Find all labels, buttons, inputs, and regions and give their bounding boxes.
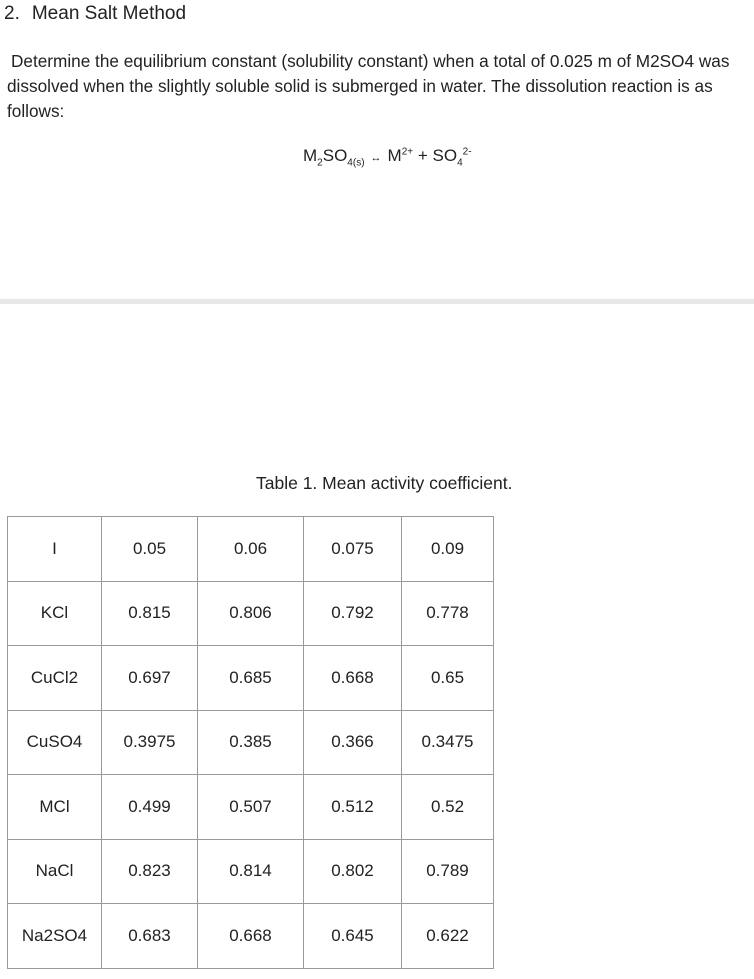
table-cell: 0.814	[198, 839, 304, 904]
table-cell: 0.366	[304, 710, 402, 775]
eq-product1-charge: 2+	[401, 146, 414, 158]
eq-reactant-sub2: 4(s)	[347, 157, 365, 169]
table-header-cell: 0.06	[198, 517, 304, 582]
table-cell: 0.645	[304, 904, 402, 969]
table-row	[8, 839, 494, 904]
equilibrium-arrow-icon: ↔	[370, 152, 382, 164]
table-cell: CuCl2	[8, 646, 102, 711]
table-header-cell: I	[8, 517, 102, 582]
table-row	[8, 775, 494, 840]
eq-reactant-mid: SO	[322, 146, 348, 165]
table-row	[8, 646, 494, 711]
table-header-cell: 0.075	[304, 517, 402, 582]
table-cell: 0.3975	[102, 710, 198, 775]
table-row	[8, 904, 494, 969]
table-row	[8, 710, 494, 775]
question-text	[7, 49, 747, 124]
table-cell: 0.778	[402, 581, 494, 646]
table-cell: 0.668	[304, 646, 402, 711]
table-cell: 0.668	[198, 904, 304, 969]
table-cell: KCl	[8, 581, 102, 646]
section-divider	[0, 299, 754, 304]
table-header-cell: 0.09	[402, 517, 494, 582]
eq-reactant-sub1: 2	[317, 157, 323, 169]
table-cell: 0.683	[102, 904, 198, 969]
question-heading	[4, 2, 186, 26]
table-cell: 0.685	[198, 646, 304, 711]
question-line-3: follows:	[7, 101, 65, 121]
table-cell: 0.697	[102, 646, 198, 711]
table-caption: Table 1. Mean activity coefficient.	[256, 473, 513, 493]
table-header-cell: 0.05	[102, 517, 198, 582]
table-cell: MCl	[8, 775, 102, 840]
table-cell: 0.499	[102, 775, 198, 840]
table-cell: CuSO4	[8, 710, 102, 775]
eq-product2-sub: 4	[457, 157, 463, 169]
eq-product2-charge: 2-	[462, 146, 472, 158]
table-cell: 0.622	[402, 904, 494, 969]
eq-plus: +	[417, 146, 428, 165]
table-cell: 0.3475	[402, 710, 494, 775]
activity-coefficient-table	[7, 516, 494, 969]
table-cell: 0.823	[102, 839, 198, 904]
table-header-row	[8, 517, 494, 582]
eq-product2-base: SO	[432, 146, 458, 165]
question-title: Mean Salt Method	[31, 3, 187, 24]
table-cell: 0.512	[304, 775, 402, 840]
table-cell: 0.806	[198, 581, 304, 646]
question-number: 2.	[4, 3, 20, 24]
table-cell: NaCl	[8, 839, 102, 904]
table-cell: 0.65	[402, 646, 494, 711]
dissolution-equation	[303, 146, 472, 168]
table-cell: 0.385	[198, 710, 304, 775]
question-line-2: dissolved when the slightly soluble solid is submerged in water. The dissolution reaction is as	[7, 76, 713, 96]
table-cell: 0.52	[402, 775, 494, 840]
eq-product1-base: M	[387, 146, 402, 165]
table-cell: 0.802	[304, 839, 402, 904]
table-cell: 0.789	[402, 839, 494, 904]
question-line-1: Determine the equilibrium constant (solubility constant) when a total of 0.025 m of M2SO4 was	[11, 51, 730, 71]
table-cell: 0.507	[198, 775, 304, 840]
eq-reactant-base: M	[303, 146, 318, 165]
table-cell: Na2SO4	[8, 904, 102, 969]
table-row	[8, 581, 494, 646]
table-cell: 0.792	[304, 581, 402, 646]
table-cell: 0.815	[102, 581, 198, 646]
